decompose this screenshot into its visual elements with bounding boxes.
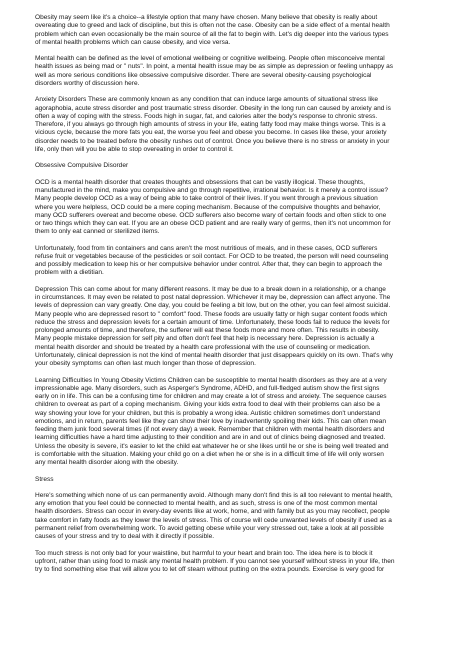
text-line: impressionable age. Many disorders, such as Asperger's Syndrome, ADHD, and full-fledged autism show the first signs bbox=[35, 384, 380, 392]
text-line: reduce the stress and depression levels for a certain amount of time. Unfortunately, these foods fail to reduce the levels for bbox=[35, 318, 390, 326]
text-line: vicious cycle, because the more fats you eat, the worse you feel and obese you become. In cases like these, your anxiety bbox=[35, 129, 387, 137]
text-line: levels of depression can vary greatly. One day, you could be feeling a bit low, but on the other, you can feel almost suicidal. bbox=[35, 302, 391, 310]
text-line: OCD is a mental health disorder that creates thoughts and obsessions that can be vastly illogical. These thoughts, bbox=[35, 178, 365, 186]
text-line: emotions, and in return, parents feel like they can show their love by inadvertently spoiling their kids. This can often mean bbox=[35, 417, 387, 425]
text-line: Anxiety Disorders These are commonly known as any condition that can induce large amounts of situational stress like bbox=[35, 96, 379, 104]
text-line: permanent relief from overwhelming work. To avoid getting obese while your very stressed out, take a look at all possible bbox=[35, 524, 384, 532]
text-line: early on in life. This can be a confusing time for children and may create a lot of stress and anxiety. The sequence causes bbox=[35, 393, 387, 401]
text-line: or two things which they can eat. If you are an obese OCD patient and are really wary of germs, then it's not uncommon for bbox=[35, 220, 391, 227]
text-line: Too much stress is not only bad for your waistline, but harmful to your heart and brain too. The idea here is to block it bbox=[35, 549, 373, 557]
paragraph bbox=[35, 179, 443, 237]
text-line: many OCD sufferers overeat and become obese. OCD sufferers also become wary of certain foods and often stick to one bbox=[35, 211, 387, 219]
text-line: Depression This can come about for many different reasons. It may be due to a break down in a relationship, or a change bbox=[35, 285, 386, 293]
text-line: mental health disorder and should be treated by a health care professional with the use of counseling or medication. bbox=[35, 343, 371, 351]
paragraph bbox=[35, 377, 443, 468]
paragraph bbox=[35, 492, 443, 542]
text-line: disorders worthy of discussion here. bbox=[35, 79, 140, 87]
text-line: Unless the obesity is severe, it's easier to let the child eat whatever he or she likes until he or she is being well treated and bbox=[35, 442, 389, 450]
text-line: refuse fruit or vegetables because of the pesticides or soil contact. For OCD to be treated, the person will need counseling bbox=[35, 252, 389, 260]
text-line: agoraphobia, acute stress disorder and post traumatic stress disorder. Obesity in the long run can caused by anxiety and is bbox=[35, 104, 391, 112]
text-line: learning difficulties have a hard time adjusting to their condition and are in and out of clinics being diagnosed and treated. bbox=[35, 434, 386, 442]
text-line: any mental health disorder along with the obesity. bbox=[35, 459, 179, 467]
text-line: manufactured in the mind, make you compulsive and go through repetitive, irrational behavior. Is it merely a control issue? bbox=[35, 187, 388, 194]
text-line: disorder needs to be treated before the obesity rushes out of control. Once you believe there is no stress or anxiety in your bbox=[35, 137, 390, 145]
text-line: take comfort in fatty foods as they lower the levels of stress. This of course will cede unwanted levels of obesity if used as a bbox=[35, 516, 392, 524]
text-line: and possibly medication to keep his or her compulsive behavior under control. After that, they can begin to approach the bbox=[35, 261, 383, 269]
text-line: feeding them junk food several times (if not every day) a week. Remember that children with mental health disorders and bbox=[35, 426, 385, 434]
text-line: in circumstances. It may even be related to post natal depression. Whichever it may be, depression can affect anyone. The bbox=[35, 294, 391, 302]
text-line: upfront, rather than using food to mask any mental health problem. If you cannot see yourself without stress in your life, then bbox=[35, 557, 395, 565]
paragraph bbox=[35, 162, 443, 170]
text-line: where you were helpless, OCD could be a mere coping mechanism. Because of the compulsive thoughts and behavior, bbox=[35, 203, 381, 211]
paragraph bbox=[35, 476, 443, 484]
text-line: Stress bbox=[35, 475, 54, 483]
text-line: often a way of coping with the stress. Foods high in sugar, fat, and calories alter the body's response to chronic stress. bbox=[35, 112, 378, 120]
paragraph bbox=[35, 245, 443, 278]
text-line: Therefore, if you always go through high amounts of stress in your life, eating fatty food may make things worse. This is a bbox=[35, 121, 386, 129]
text-line: is comfortable with the situation. Making your child go on a diet when he or she is in a difficult time of life will only worsen bbox=[35, 450, 384, 458]
text-line: well as more serious conditions like obsessive compulsive disorder. There are several obesity-causing psychological bbox=[35, 71, 372, 79]
text-line: try to find something else that will allow you to let off steam without putting on the extra pounds. Exercise is very good for bbox=[35, 566, 385, 574]
text-line: prolonged amounts of time, and therefore, the sufferer will eat these foods more and more often. This results in obesity. bbox=[35, 327, 380, 335]
text-line: Obsessive Compulsive Disorder bbox=[35, 162, 129, 170]
text-line: Mental health can be defined as the level of emotional wellbeing or cognitive wellbeing. People often misconceive mental bbox=[35, 55, 385, 63]
text-line: Learning Difficulties In Young Obesity Victims Children can be susceptible to mental health disorders as they are at a very bbox=[35, 376, 387, 384]
text-line: Here's something which none of us can permanently avoid. Although many don't find this is all too relevant to mental health, bbox=[35, 491, 393, 499]
text-line: Unfortunately, clinical depression is not the kind of mental health disorder that just disappears quickly on its own. That's why bbox=[35, 351, 394, 359]
text-line: Obesity may seem like it's a choice--a lifestyle option that many have chosen. Many believe that obesity is really about bbox=[35, 14, 378, 21]
text-line: problem with a dietitian. bbox=[35, 269, 104, 277]
text-line: problem which can even occasionally be the main source of all the fat to begin with. Let's dig deeper into the various types bbox=[35, 30, 389, 38]
text-line: Many people develop OCD as a way of being able to take control of their lives. If you went through a previous situation bbox=[35, 195, 378, 203]
text-line: children to overeat as part of a coping mechanism. Giving your kids extra food to deal with their problems can also be a bbox=[35, 401, 380, 409]
text-line: them to only eat canned or sterilized items. bbox=[35, 228, 160, 236]
text-line: health issues as being mad or " nuts". In point, a mental health issue may be as simple as depression or feeling unhappy as bbox=[35, 63, 394, 71]
paragraph bbox=[35, 550, 443, 575]
text-line: life, only then will you be able to stop overeating in order to control it. bbox=[35, 145, 234, 153]
text-line: health disorders. Stress can occur in every-day events like at work, home, and with family but as you may recollect, people bbox=[35, 508, 390, 516]
text-line: causes of your stress and try to deal with it directly if possible. bbox=[35, 533, 215, 541]
paragraph bbox=[35, 286, 443, 369]
text-line: any emotion that you feel could be connected to mental health, and as such, stress is one of the most common mental bbox=[35, 500, 378, 508]
text-line: Many people mistake depression for self pity and often don't feel that help is necessary here. Depression is actually a bbox=[35, 335, 375, 343]
paragraph bbox=[35, 14, 443, 47]
text-line: your obesity symptoms can often last much longer than those of depression. bbox=[35, 360, 256, 368]
text-line: overeating due to greed and lack of discipline, but this is often not the case. Obesity can be a side effect of a mental health bbox=[35, 22, 390, 30]
document-page bbox=[35, 14, 443, 583]
text-line: way showing your love for your children, but this is probably a wrong idea. Autistic children sometimes don't understand bbox=[35, 409, 381, 417]
paragraph bbox=[35, 55, 443, 88]
text-line: Unfortunately, food from tin containers and cans aren't the most nutritious of meals, and in these cases, OCD sufferers bbox=[35, 244, 378, 252]
paragraph bbox=[35, 96, 443, 154]
text-line: Many people who are depressed resort to " comfort" food. These foods are usually fatty or high sugar content foods which bbox=[35, 310, 388, 318]
text-line: of mental health problems which can cause obesity, and vice versa. bbox=[35, 38, 231, 46]
